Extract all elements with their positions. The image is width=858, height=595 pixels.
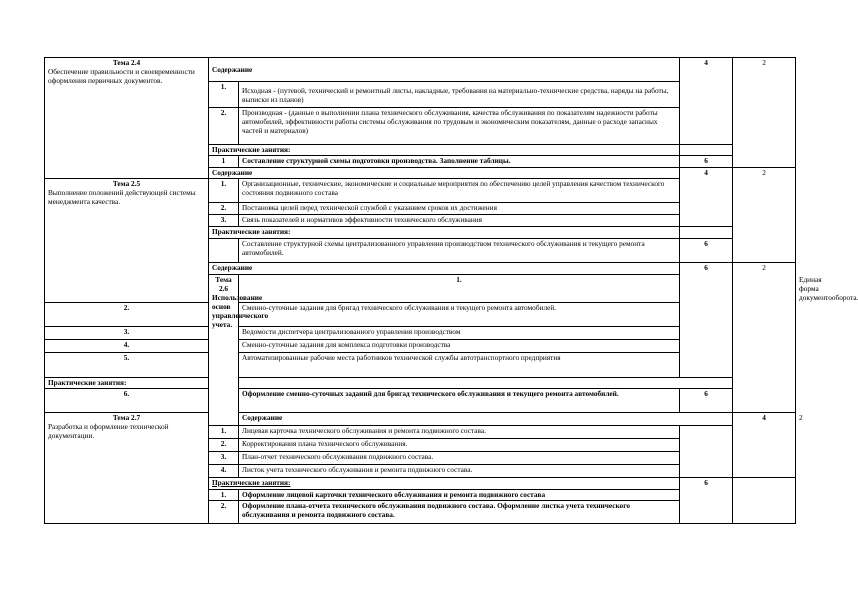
item-number: 2. [209, 203, 239, 215]
content-label: Содержание [209, 168, 680, 179]
content-label: Содержание [209, 263, 680, 275]
item-number: 3. [209, 452, 239, 465]
practice-label: Практические занятия: [45, 378, 239, 389]
item-number: 4. [45, 340, 209, 353]
practice-label: Практические занятия: [209, 145, 680, 156]
item-text: Постановка целей перед технической службой с указанием сроков их достижения [239, 203, 680, 215]
item-text: Составление структурной схемы подготовки производства. Заполнение таблицы. [239, 156, 680, 168]
item-text: План-отчет технического обслуживания подвижного состава. [239, 452, 680, 465]
item-text: Связь показателей и нормативов эффективности технического обслуживания [239, 215, 680, 227]
level-cell: 2 [733, 263, 796, 413]
topic-title: Тема 2.7 [112, 413, 141, 422]
hours-cell: 6 [680, 263, 733, 378]
topic-description: Разработка и оформление технической документации. [48, 422, 169, 440]
item-number: 1. [209, 179, 239, 203]
item-text: Производная - (данные о выполнении плана технического обслуживания, качества обслуживания по показателям надежности работы автомобилей, эффективности работы системы обслуживания по трудовым и экономическим показателям, данные о расходе запасных частей и материалов) [239, 108, 680, 145]
item-number: 3. [45, 327, 209, 340]
hours-cell: 4 [733, 413, 796, 478]
item-text: Сменно-суточные задания для комплекса подготовки производства [239, 340, 680, 353]
item-number: 2. [209, 439, 239, 452]
curriculum-table [44, 57, 858, 524]
item-number: 1. [209, 426, 239, 439]
item-text: Организационные, технические, экономические и социальные мероприятия по обеспечению целей управления качеством технического состояния подвижного состава [239, 179, 680, 203]
level-cell: 2 [733, 58, 796, 168]
content-label: Содержание [239, 413, 733, 426]
practice-label: Практические занятия: [209, 478, 680, 490]
topic-description: Обеспечение правильности и своевременности оформления первичных документов. [48, 67, 195, 85]
topic-cell [45, 413, 209, 524]
item-text: Оформление сменно-суточных заданий для бригад технического обслуживания и текущего ремонта автомобилей. [239, 389, 680, 413]
practice-row [45, 389, 796, 413]
content-label: Содержание [209, 58, 680, 82]
empty-cell [733, 478, 796, 524]
item-text: Сменно-суточные задания для бригад технического обслуживания и текущего ремонта автомобилей. [239, 303, 680, 327]
item-number: 5. [45, 353, 209, 378]
topic-cell [45, 58, 209, 179]
item-number: 1. [209, 82, 239, 108]
topic-row [45, 58, 796, 82]
item-number: 4. [209, 465, 239, 478]
item-number [209, 239, 239, 263]
item-text: Листок учета технического обслуживания и ремонта подвижного состава. [239, 465, 680, 478]
item-text: Автоматизированные рабочие места работников технической службы автотранспортного предприятия [239, 353, 680, 378]
hours-cell: 4 [680, 168, 733, 227]
item-text: Оформление лицевой карточки технического обслуживания и ремонта подвижного состава [239, 490, 680, 501]
item-number: 3. [209, 215, 239, 227]
topic-title: Тема 2.5 [112, 179, 141, 188]
practice-header-row [45, 378, 796, 389]
item-text: Исходная - (путевой, технический и ремонтный листы, накладные, требования на материально-технические средства, наряды на работы, выписки из планов) [239, 82, 680, 108]
topic-title: Тема 2.6 [215, 275, 232, 293]
item-text: Корректирования плана технического обслуживания. [239, 439, 680, 452]
practice-hours-cell: 6 [680, 389, 733, 413]
item-text: Ведомости диспетчера централизованного управления производством [239, 327, 680, 340]
hours-cell: 4 [680, 58, 733, 145]
topic-title: Тема 2.4 [112, 58, 141, 67]
topic-description: Выполнение положений действующей системы менеджмента качества. [48, 188, 196, 206]
topic-row: Тема 2.7 Разработка и оформление технической документации. Содержание 4 2 [45, 413, 796, 426]
topic-cell [45, 179, 209, 303]
topic-description: Использование основ управленческого учета. [212, 293, 269, 329]
practice-hours-cell: 6 [680, 478, 733, 524]
practice-label: Практические занятия: [209, 227, 680, 239]
item-number: 1. [209, 490, 239, 501]
item-number: 2. [209, 501, 239, 524]
item-text: Составление структурной схемы централизованного управления производством технического обслуживания и текущего ремонта автомобилей. [239, 239, 680, 263]
item-number: 2. [209, 108, 239, 145]
content-row: Тема 2.6 Использование основ управленческого учета. 1. Единая форма документооборота. [45, 275, 796, 303]
item-number: 2. [45, 303, 209, 327]
practice-hours-cell: 6 [680, 239, 733, 263]
item-number: 1 [209, 156, 239, 168]
practice-hours-cell: 6 [680, 156, 733, 168]
item-text: Лицевая карточка технического обслуживания и ремонта подвижного состава. [239, 426, 680, 439]
item-text: Оформление плана-отчета технического обслуживания подвижного состава. Оформление листка учета технического обслуживания и ремонта подвижного состава. [239, 501, 680, 524]
level-cell: 2 [733, 168, 796, 263]
item-number: 6. [45, 389, 209, 413]
item-number: 1. [239, 275, 680, 303]
empty-cell [680, 145, 733, 156]
